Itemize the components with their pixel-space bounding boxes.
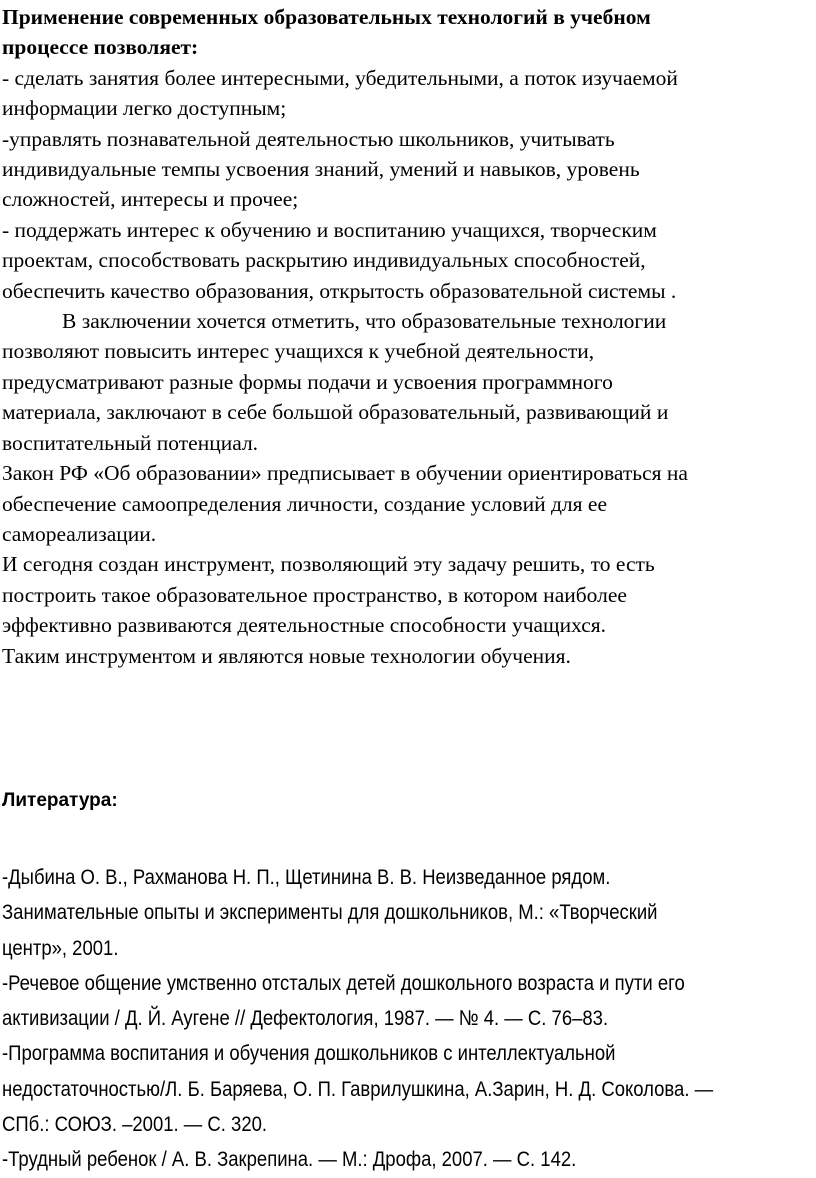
text-line: проектам, способствовать раскрытию индивидуальных способностей, [2,248,646,273]
reference-line: -Речевое общение умственно отсталых детей дошкольного возраста и пути его [2,970,685,995]
reference-line: -Дыбина О. В., Рахманова Н. П., Щетинина В. В. Неизведанное рядом. [2,865,611,889]
text-line: - сделать занятия более интересными, убедительными, а поток изучаемой [2,65,678,90]
literature-list [2,860,816,1178]
reference-line: -Программа воспитания и обучения дошкольников с интеллектуальной [2,1041,616,1066]
text-line: -управлять познавательной деятельностью школьников, учитывать [2,126,615,151]
literature-heading: Литература: [2,790,118,811]
text-line: воспитательный потенциал. [2,430,259,455]
text-line: предусматривают разные формы подачи и усвоения программного [2,369,613,394]
text-line: В заключении хочется отметить, что образовательные технологии [62,309,667,334]
text-line: Применение современных образовательных технологий в учебном [2,5,651,29]
reference-line: недостаточностью/Л. Б. Баряева, О. П. Гаврилушкина, А.Зарин, Н. Д. Соколова. — [2,1076,714,1101]
reference-line: -Трудный ребенок / А. В. Закрепина. — М.: Дрофа, 2007. — С. 142. [2,1147,577,1172]
text-line: И сегодня создан инструмент, позволяющий эту задачу решить, то есть [2,552,655,577]
text-line: эффективно развиваются деятельностные способности учащихся. [2,613,607,638]
text-line: индивидуальные темпы усвоения знаний, умений и навыков, уровень [2,157,640,182]
text-line: материала, заключают в себе большой образовательный, развивающий и [2,400,669,425]
text-line: сложностей, интересы и прочее; [2,187,299,212]
text-line: самореализации. [2,521,157,546]
text-line: позволяют повысить интерес учащихся к учебной деятельности, [2,339,595,364]
text-line: Закон РФ «Об образовании» предписывает в обучении ориентироваться на [2,461,688,486]
reference-line: центр», 2001. [2,935,119,960]
body-text [2,2,688,671]
text-line: обеспечение самоопределения личности, создание условий для ее [2,491,607,516]
reference-line: активизации / Д. Й. Аугене // Дефектология, 1987. — № 4. — С. 76–83. [2,1006,609,1031]
text-line: обеспечить качество образования, открытость образовательной системы . [2,278,677,303]
text-line: построить такое образовательное пространство, в котором наиболее [2,582,627,607]
text-line: - поддержать интерес к обучению и воспитанию учащихся, творческим [2,217,657,242]
text-line: Таким инструментом и являются новые технологии обучения. [2,643,571,668]
text-line: информации легко доступным; [2,96,287,121]
text-line: процессе позволяет: [2,35,199,60]
reference-line: Занимательные опыты и эксперименты для дошкольников, М.: «Творческий [2,900,658,925]
reference-line: СПб.: СОЮЗ. –2001. — С. 320. [2,1112,268,1137]
